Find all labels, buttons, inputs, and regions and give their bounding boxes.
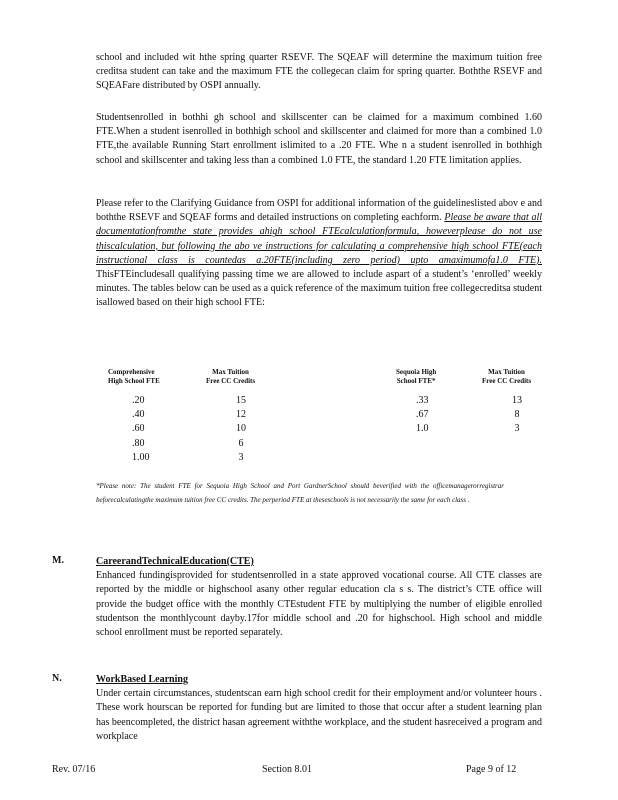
fte-value: .40 bbox=[132, 409, 145, 421]
credits-value: 3 bbox=[514, 423, 520, 435]
credits-value: 6 bbox=[238, 437, 244, 449]
fte-warning-text: Please be aware that all documentationfromthe state provides ahigh school FTEcalculationformula, howeverplease do not use thiscalculation, but following the abo ve instructions for calculating a comprehensive high school FTE(each instructional class is countedas a.20FTE(including zero period) upto amaximumofa1.0 FTE). bbox=[96, 212, 543, 266]
paragraph-sqeaf: school and included wit hthe spring quarter RSEVF. The SQEAF will determine the maximum tuition free creditsa student can take and the maximum FTE the collegecan claim for spring quarter. Boththe RSEVF and SQEAFare distributed by OSPI annually. bbox=[96, 52, 542, 92]
credits-value: 15 bbox=[236, 395, 246, 406]
column-fte bbox=[132, 394, 150, 465]
section-letter-n: N. bbox=[52, 673, 62, 684]
fte-value: .80 bbox=[132, 437, 145, 449]
section-body-wbl: Under certain circumstances, studentscan earn high school credit for their employment and/or volunteer hours . These work hourscan be reported for funding but are limited to those that occur after a student learning plan has beencompleted, the district hasan agreement withthe workplace, and the student hasreceived a program and workplace bbox=[96, 688, 542, 742]
fte-value: .20 bbox=[132, 395, 145, 406]
footer-section: Section 8.01 bbox=[262, 764, 312, 775]
footer-page-number: Page 9 of 12 bbox=[466, 764, 517, 775]
fte-value: 1.0 bbox=[416, 423, 429, 435]
column-sequoia-fte bbox=[416, 394, 429, 437]
credits-value: 3 bbox=[238, 451, 244, 463]
col-header-sequoia-fte: Sequoia High School FTE* bbox=[396, 368, 437, 385]
credits-value: 13 bbox=[512, 395, 522, 406]
fte-value: .60 bbox=[132, 423, 145, 435]
column-credits bbox=[236, 394, 246, 465]
fte-value: 1.00 bbox=[132, 451, 150, 463]
section-work-based-learning bbox=[96, 673, 542, 744]
fte-credit-tables bbox=[96, 368, 556, 468]
guidance-text: Please refer to the Clarifying Guidance from OSPI for additional information of the guidelineslisted abov e and boththe RSEVF and SQEAF forms and detailed instructions on completing eachform. bbox=[96, 198, 542, 224]
fte-value: .33 bbox=[416, 395, 429, 406]
section-letter-m: M. bbox=[52, 555, 64, 566]
section-cte bbox=[96, 555, 542, 640]
section-body-cte: Enhanced fundingisprovided for studentsenrolled in a state approved vocational course. All CTE classes are reported by the middle or highschool asany other regular education cla s s. The district’s CTE office will provide the budget office with the monthly CTEstudent FTE by multiplying the number of eligible enrolled studentson the monthlycount dayby.17for middle school and .20 for highschool. High school and middle school enrollment must be reported separately. bbox=[96, 570, 542, 639]
fte-value: .67 bbox=[416, 409, 429, 421]
paragraph-skillscenter: Studentsenrolled in bothhi gh school and skillscenter can be claimed for a maximum combined 1.60 FTE.When a student isenrolled in bothhigh school and skillscenter and claimed for more than a combined 1.0 FTE,the available Running Start enrollment islimited to a .20 FTE. Whe n a student isenrolled in bothhigh school and skillscenter and taking less than a combined 1.0 FTE, the standard 1.20 FTE limitation applies. bbox=[96, 112, 542, 166]
footer-revision: Rev. 07/16 bbox=[52, 764, 96, 775]
column-sequoia-credits bbox=[512, 394, 522, 437]
section-title-wbl: WorkBased Learning bbox=[96, 674, 188, 685]
table-intro-text: ThisFTEincludesall qualifying passing time we are allowed to include aspart of a student’s ‘enrolled’ weekly minutes. The tables below can be used as a quick reference of the maximum tuition free collegecreditsa student isallowed based on their high school FTE: bbox=[96, 269, 542, 309]
paragraph-clarifying-guidance bbox=[96, 197, 542, 311]
col-header-sequoia-credits: Max Tuition Free CC Credits bbox=[482, 368, 532, 385]
credits-value: 8 bbox=[514, 409, 520, 421]
col-header-credits: Max Tuition Free CC Credits bbox=[206, 368, 256, 385]
sequoia-footnote: *Please note: The student FTE for Sequoia High School and Port GardnerSchool should beverified with the officemanagerorregistrar beforecalculatingthe maximum tuition free CC credits. The perperiod FTE at theseschools is not necessarily the same for each class . bbox=[96, 482, 504, 504]
section-title-cte: CareerandTechnicalEducation(CTE) bbox=[96, 556, 254, 567]
col-header-hs-fte: Comprehensive High School FTE bbox=[108, 368, 160, 385]
credits-value: 10 bbox=[236, 423, 246, 435]
credits-value: 12 bbox=[236, 409, 246, 421]
